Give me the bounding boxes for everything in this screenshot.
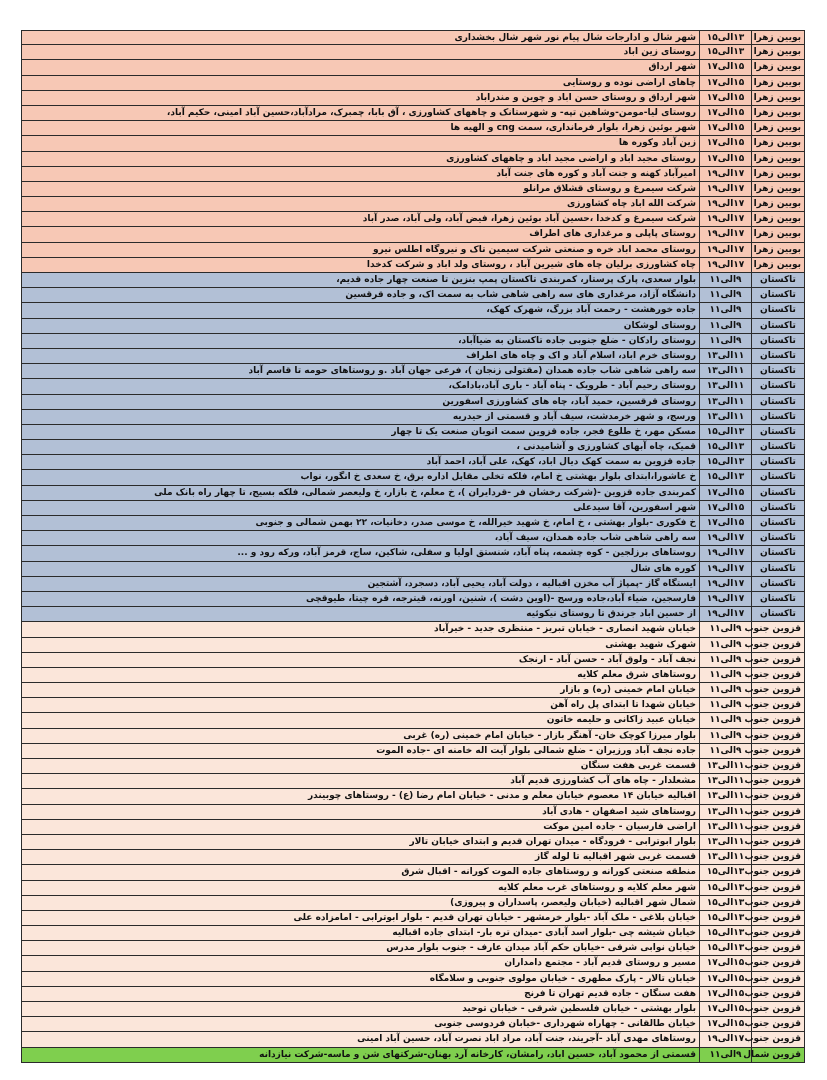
time-window-cell: ۱۵الی۱۷ bbox=[699, 486, 751, 500]
table-row bbox=[21, 622, 805, 637]
affected-area-cell: روستای لوشکان bbox=[21, 319, 699, 333]
table-row bbox=[21, 410, 805, 425]
time-window-cell: ۱۳الی۱۵ bbox=[699, 425, 751, 439]
region-cell: قزوین جنوب bbox=[751, 683, 805, 697]
region-cell: بویین زهرا bbox=[751, 197, 805, 211]
table-row bbox=[21, 182, 805, 197]
table-row bbox=[21, 546, 805, 561]
affected-area-cell: فارسجین، ضیاء آباد،جاده ورسج -(اوین دشت )، شنین، اورنه، قیترجه، قره چیتا، طیوقچی bbox=[21, 592, 699, 606]
table-row bbox=[21, 956, 805, 971]
region-cell: بویین زهرا bbox=[751, 45, 805, 59]
region-cell: تاکستان bbox=[751, 410, 805, 424]
time-window-cell: ۱۳الی۱۵ bbox=[699, 881, 751, 895]
time-window-cell: ۱۱الی۱۳ bbox=[699, 759, 751, 773]
affected-area-cell: بلوار سعدی، پارک پرستار، کمربندی تاکستان پمپ بنزین تا صنعت چهار جاده قدیم، bbox=[21, 273, 699, 287]
time-window-cell: ۱۵الی۱۷ bbox=[699, 91, 751, 105]
table-row bbox=[21, 744, 805, 759]
table-row bbox=[21, 1017, 805, 1032]
affected-area-cell: شهرک شهید بهشتی bbox=[21, 638, 699, 652]
table-row bbox=[21, 470, 805, 485]
region-cell: بویین زهرا bbox=[751, 258, 805, 272]
affected-area-cell: خ فکوری -بلوار بهشتی ، خ امام، خ شهید خیرالله، خ موسی صدر، دخانیات، ۲۲ بهمن شمالی و جنوبی bbox=[21, 516, 699, 530]
time-window-cell: ۹الی۱۱ bbox=[699, 698, 751, 712]
affected-area-cell: جاده خورهشت - رحمت آباد بزرگ، شهرک کهک، bbox=[21, 303, 699, 317]
time-window-cell: ۹الی۱۱ bbox=[699, 319, 751, 333]
table-row bbox=[21, 562, 805, 577]
affected-area-cell: روستاهای شرق معلم کلایه bbox=[21, 668, 699, 682]
affected-area-cell: شرکت سیمرغ و کدخدا ،حسین آباد بوئین زهرا، فیض آباد، ولی آباد، صدر آباد bbox=[21, 212, 699, 226]
table-row bbox=[21, 774, 805, 789]
time-window-cell: ۱۳الی۱۵ bbox=[699, 470, 751, 484]
region-cell: تاکستان bbox=[751, 273, 805, 287]
region-cell: قزوین جنوب bbox=[751, 729, 805, 743]
outage-schedule-table bbox=[21, 30, 805, 1063]
affected-area-cell: روستای رحیم آباد - طرویک - پناه آباد - باری آباد،بادامک، bbox=[21, 379, 699, 393]
region-cell: تاکستان bbox=[751, 334, 805, 348]
region-cell: قزوین جنوب bbox=[751, 881, 805, 895]
affected-area-cell: کوره های شال bbox=[21, 562, 699, 576]
time-window-cell: ۹الی۱۱ bbox=[699, 288, 751, 302]
table-row bbox=[21, 881, 805, 896]
table-row bbox=[21, 531, 805, 546]
region-cell: قزوین جنوب bbox=[751, 896, 805, 910]
table-row bbox=[21, 440, 805, 455]
time-window-cell: ۱۵الی۱۷ bbox=[699, 501, 751, 515]
time-window-cell: ۱۷الی۱۹ bbox=[699, 212, 751, 226]
affected-area-cell: شرکت سیمرغ و روستای قشلاق مرانلو bbox=[21, 182, 699, 196]
table-row bbox=[21, 1048, 805, 1063]
table-row bbox=[21, 197, 805, 212]
table-row bbox=[21, 941, 805, 956]
time-window-cell: ۱۳الی۱۵ bbox=[699, 455, 751, 469]
affected-area-cell: جاده نجف آباد ورزیران - ضلع شمالی بلوار آیت اله خامنه ای -جاده الموت bbox=[21, 744, 699, 758]
table-row bbox=[21, 926, 805, 941]
region-cell: قزوین جنوب bbox=[751, 744, 805, 758]
time-window-cell: ۱۷الی۱۹ bbox=[699, 182, 751, 196]
time-window-cell: ۱۵الی۱۷ bbox=[699, 106, 751, 120]
table-row bbox=[21, 227, 805, 242]
table-row bbox=[21, 713, 805, 728]
region-cell: تاکستان bbox=[751, 516, 805, 530]
table-row bbox=[21, 425, 805, 440]
time-window-cell: ۹الی۱۱ bbox=[699, 273, 751, 287]
affected-area-cell: خیابان بلاغی - ملک آباد -بلوار خرمشهر - خیابان تهران قدیم - بلوار ابوترابی - امامزاده علی bbox=[21, 911, 699, 925]
table-row bbox=[21, 1002, 805, 1017]
region-cell: قزوین جنوب bbox=[751, 911, 805, 925]
region-cell: تاکستان bbox=[751, 440, 805, 454]
affected-area-cell: امیرآباد کهنه و جنت آباد و کوره های جنت آباد bbox=[21, 167, 699, 181]
time-window-cell: ۹الی۱۱ bbox=[699, 668, 751, 682]
time-window-cell: ۱۷الی۱۹ bbox=[699, 592, 751, 606]
affected-area-cell: ورسج، و شهر خرمدشت، سیف آباد و قسمتی از حیدریه bbox=[21, 410, 699, 424]
region-cell: قزوین جنوب bbox=[751, 972, 805, 986]
time-window-cell: ۱۳الی۱۵ bbox=[699, 45, 751, 59]
region-cell: قزوین جنوب bbox=[751, 850, 805, 864]
table-row bbox=[21, 273, 805, 288]
affected-area-cell: روستاهای مهدی آباد -آجریند، جنت آباد، مراد اباد نصرت آباد، حسین آباد امینی bbox=[21, 1032, 699, 1046]
affected-area-cell: روستاهای شید اصفهان - هادی آباد bbox=[21, 805, 699, 819]
table-row bbox=[21, 972, 805, 987]
region-cell: قزوین جنوب bbox=[751, 1017, 805, 1031]
affected-area-cell: ایستگاه گاز -پمپاژ آب مخزن اقبالیه ، دولت آباد، یحیی آباد، دسجرد، آشتجین bbox=[21, 577, 699, 591]
table-row bbox=[21, 1032, 805, 1047]
table-row bbox=[21, 911, 805, 926]
affected-area-cell: چاه کشاورزی برلیان چاه های شیرین آباد ، روستای ولد اباد و شرکت کدخدا bbox=[21, 258, 699, 272]
table-row bbox=[21, 516, 805, 531]
region-cell: قزوین جنوب bbox=[751, 956, 805, 970]
affected-area-cell: بلوار بهشتی - خیابان فلسطین شرقی - خیابان توحید bbox=[21, 1002, 699, 1016]
region-cell: قزوین جنوب bbox=[751, 789, 805, 803]
table-row bbox=[21, 212, 805, 227]
affected-area-cell: مشعلدار - چاه های آب کشاورزی قدیم آباد bbox=[21, 774, 699, 788]
region-cell: قزوین جنوب bbox=[751, 653, 805, 667]
region-cell: تاکستان bbox=[751, 470, 805, 484]
region-cell: تاکستان bbox=[751, 288, 805, 302]
time-window-cell: ۱۱الی۱۳ bbox=[699, 364, 751, 378]
affected-area-cell: شهر ارداق و روستای حسن اباد و چوین و مندراباد bbox=[21, 91, 699, 105]
affected-area-cell: خیابان تالار - پارک مطهری - خیابان مولوی جنوبی و سلامگاه bbox=[21, 972, 699, 986]
region-cell: تاکستان bbox=[751, 379, 805, 393]
affected-area-cell: نجف آباد - ولوق آباد - حسن آباد - ارنجک bbox=[21, 653, 699, 667]
table-row bbox=[21, 820, 805, 835]
region-cell: بویین زهرا bbox=[751, 91, 805, 105]
affected-area-cell: شهر معلم کلایه و روستاهای غرب معلم کلایه bbox=[21, 881, 699, 895]
time-window-cell: ۱۱الی۱۳ bbox=[699, 349, 751, 363]
table-row bbox=[21, 592, 805, 607]
time-window-cell: ۹الی۱۱ bbox=[699, 744, 751, 758]
affected-area-cell: شهر بوئین زهرا، بلوار فرمانداری، سمت cng و الهیه ها bbox=[21, 121, 699, 135]
table-row bbox=[21, 167, 805, 182]
table-row bbox=[21, 987, 805, 1002]
table-row bbox=[21, 288, 805, 303]
region-cell: قزوین جنوب bbox=[751, 774, 805, 788]
time-window-cell: ۹الی۱۱ bbox=[699, 1048, 751, 1062]
affected-area-cell: شمال شهر اقبالیه (خیابان ولیعصر، پاسداران و پیروزی) bbox=[21, 896, 699, 910]
affected-area-cell: خیابان نوابی شرقی -خیابان حکم آباد میدان عارف - جنوب بلوار مدرس bbox=[21, 941, 699, 955]
time-window-cell: ۱۳الی۱۵ bbox=[699, 911, 751, 925]
table-row bbox=[21, 683, 805, 698]
time-window-cell: ۹الی۱۱ bbox=[699, 303, 751, 317]
region-cell: قزوین جنوب bbox=[751, 698, 805, 712]
affected-area-cell: روستای لیا-مومن-وشاهین تپه- و شهرستانک و چاههای کشاورزی ، آق بابا، چمبرک، مرادآباد،حسین آباد امینی، حکیم آباد، bbox=[21, 106, 699, 120]
region-cell: تاکستان bbox=[751, 425, 805, 439]
time-window-cell: ۹الی۱۱ bbox=[699, 713, 751, 727]
region-cell: بویین زهرا bbox=[751, 106, 805, 120]
table-row bbox=[21, 577, 805, 592]
time-window-cell: ۱۱الی۱۳ bbox=[699, 850, 751, 864]
affected-area-cell: مسکن مهر، خ طلوع فجر، جاده قزوین سمت اتوبان صنعت یک تا چهار bbox=[21, 425, 699, 439]
table-row bbox=[21, 349, 805, 364]
affected-area-cell: خیابان امام خمینی (ره) و بازار bbox=[21, 683, 699, 697]
affected-area-cell: اقبالیه خیابان ۱۴ معصوم خیابان معلم و مدنی - خیابان امام رضا (ع) - روستاهای چوبیندر bbox=[21, 789, 699, 803]
time-window-cell: ۱۳الی۱۵ bbox=[699, 896, 751, 910]
time-window-cell: ۱۷الی۱۹ bbox=[699, 227, 751, 241]
region-cell: تاکستان bbox=[751, 486, 805, 500]
time-window-cell: ۱۷الی۱۹ bbox=[699, 197, 751, 211]
time-window-cell: ۱۷الی۱۹ bbox=[699, 258, 751, 272]
affected-area-cell: روستای مجید اباد و اراضی مجید اباد و چاههای کشاورزی bbox=[21, 152, 699, 166]
affected-area-cell: روستاهای برزلجین - کوه چشمه، پناه آباد، شنستق اولیا و سفلی، شاکین، ساج، قرمز آباد، ورکه رود و ... bbox=[21, 546, 699, 560]
affected-area-cell: بلوار ابوترابی - فرودگاه - میدان تهران قدیم و ابتدای خیابان تالار bbox=[21, 835, 699, 849]
table-row bbox=[21, 501, 805, 516]
time-window-cell: ۱۵الی۱۷ bbox=[699, 1002, 751, 1016]
table-row bbox=[21, 121, 805, 136]
region-cell: بویین زهرا bbox=[751, 121, 805, 135]
time-window-cell: ۱۷الی۱۹ bbox=[699, 562, 751, 576]
affected-area-cell: خیابان عبید زاکانی و حلیمه خاتون bbox=[21, 713, 699, 727]
region-cell: تاکستان bbox=[751, 531, 805, 545]
affected-area-cell: منطقه صنعتی کورانه و روستاهای جاده الموت کورانه - اقبال شرق bbox=[21, 865, 699, 879]
time-window-cell: ۹الی۱۱ bbox=[699, 653, 751, 667]
region-cell: قزوین جنوب bbox=[751, 713, 805, 727]
region-cell: قزوین جنوب bbox=[751, 668, 805, 682]
table-row bbox=[21, 759, 805, 774]
time-window-cell: ۱۳الی۱۵ bbox=[699, 926, 751, 940]
time-window-cell: ۱۵الی۱۷ bbox=[699, 152, 751, 166]
region-cell: قزوین جنوب bbox=[751, 820, 805, 834]
table-row bbox=[21, 668, 805, 683]
region-cell: بویین زهرا bbox=[751, 136, 805, 150]
region-cell: قزوین جنوب bbox=[751, 805, 805, 819]
region-cell: بویین زهرا bbox=[751, 152, 805, 166]
affected-area-cell: روستای پاپلی و مرغداری های اطراف bbox=[21, 227, 699, 241]
time-window-cell: ۱۱الی۱۳ bbox=[699, 395, 751, 409]
table-row bbox=[21, 258, 805, 273]
region-cell: بویین زهرا bbox=[751, 60, 805, 74]
table-row bbox=[21, 319, 805, 334]
affected-area-cell: شهر اسفورین، آقا سیدعلی bbox=[21, 501, 699, 515]
table-row bbox=[21, 30, 805, 45]
affected-area-cell: از حسین اباد جرندق تا روستای نیکوئیه bbox=[21, 607, 699, 621]
time-window-cell: ۱۳الی۱۵ bbox=[699, 865, 751, 879]
region-cell: بویین زهرا bbox=[751, 76, 805, 90]
time-window-cell: ۱۵الی۱۷ bbox=[699, 987, 751, 1001]
region-cell: بویین زهرا bbox=[751, 212, 805, 226]
region-cell: بویین زهرا bbox=[751, 31, 805, 44]
affected-area-cell: خ عاشورا،ابتدای بلوار بهشتی خ امام، فلکه تخلی مقابل اداره برق، خ سعدی خ انگور، نواب bbox=[21, 470, 699, 484]
time-window-cell: ۱۵الی۱۷ bbox=[699, 60, 751, 74]
affected-area-cell: قسمت غربی شهر اقبالیه تا لوله گاز bbox=[21, 850, 699, 864]
affected-area-cell: بلوار میرزا کوچک خان- آهنگر بازار - خیابان امام خمینی (ره) غربی bbox=[21, 729, 699, 743]
affected-area-cell: روستای قرقسین، حمید آباد، چاه های کشاورزی اسفورین bbox=[21, 395, 699, 409]
table-row bbox=[21, 136, 805, 151]
table-row bbox=[21, 698, 805, 713]
affected-area-cell: سه راهی شاهی شاب جاده همدان، سیف آباد، bbox=[21, 531, 699, 545]
time-window-cell: ۱۵الی۱۷ bbox=[699, 136, 751, 150]
region-cell: تاکستان bbox=[751, 592, 805, 606]
table-row bbox=[21, 653, 805, 668]
table-row bbox=[21, 364, 805, 379]
time-window-cell: ۱۷الی۱۹ bbox=[699, 1032, 751, 1046]
time-window-cell: ۱۷الی۱۹ bbox=[699, 531, 751, 545]
affected-area-cell: دانشگاه آزاد، مرغداری های سه راهی شاهی شاب به سمت اک، و جاده قرقسین bbox=[21, 288, 699, 302]
table-row bbox=[21, 896, 805, 911]
region-cell: تاکستان bbox=[751, 562, 805, 576]
time-window-cell: ۱۵الی۱۷ bbox=[699, 121, 751, 135]
time-window-cell: ۱۱الی۱۳ bbox=[699, 820, 751, 834]
time-window-cell: ۱۷الی۱۹ bbox=[699, 167, 751, 181]
table-row bbox=[21, 789, 805, 804]
affected-area-cell: چاهای اراضی نوده و روستایی bbox=[21, 76, 699, 90]
table-row bbox=[21, 395, 805, 410]
table-row bbox=[21, 607, 805, 622]
time-window-cell: ۱۵الی۱۷ bbox=[699, 972, 751, 986]
time-window-cell: ۱۱الی۱۳ bbox=[699, 774, 751, 788]
region-cell: قزوین جنوب bbox=[751, 941, 805, 955]
region-cell: قزوین جنوب bbox=[751, 638, 805, 652]
table-row bbox=[21, 850, 805, 865]
region-cell: قزوین جنوب bbox=[751, 835, 805, 849]
time-window-cell: ۱۷الی۱۹ bbox=[699, 607, 751, 621]
time-window-cell: ۹الی۱۱ bbox=[699, 683, 751, 697]
table-row bbox=[21, 835, 805, 850]
table-row bbox=[21, 455, 805, 470]
region-cell: تاکستان bbox=[751, 455, 805, 469]
affected-area-cell: اراضی فارسیان - جاده امین موکت bbox=[21, 820, 699, 834]
region-cell: بویین زهرا bbox=[751, 243, 805, 257]
affected-area-cell: روستای محمد اباد خره و صنعتی شرکت سیمین تاک و نیروگاه اطلس نیرو bbox=[21, 243, 699, 257]
region-cell: بویین زهرا bbox=[751, 182, 805, 196]
affected-area-cell: روستای خرم اباد، اسلام آباد و اک و چاه های اطراف bbox=[21, 349, 699, 363]
time-window-cell: ۱۷الی۱۹ bbox=[699, 243, 751, 257]
table-row bbox=[21, 106, 805, 121]
time-window-cell: ۱۱الی۱۳ bbox=[699, 805, 751, 819]
region-cell: قزوین جنوب bbox=[751, 926, 805, 940]
table-row bbox=[21, 805, 805, 820]
region-cell: قزوین شمال bbox=[751, 1048, 805, 1062]
table-row bbox=[21, 91, 805, 106]
table-row bbox=[21, 865, 805, 880]
affected-area-cell: خیابان شیشه چی -بلوار اسد آبادی -میدان تره بار- ابتدای جاده اقبالیه bbox=[21, 926, 699, 940]
region-cell: قزوین جنوب bbox=[751, 865, 805, 879]
time-window-cell: ۱۵الی۱۷ bbox=[699, 76, 751, 90]
time-window-cell: ۱۷الی۱۹ bbox=[699, 577, 751, 591]
time-window-cell: ۱۳الی۱۵ bbox=[699, 941, 751, 955]
region-cell: تاکستان bbox=[751, 364, 805, 378]
table-row bbox=[21, 486, 805, 501]
affected-area-cell: هفت سنگان - جاده قدیم تهران تا فرنج bbox=[21, 987, 699, 1001]
table-row bbox=[21, 76, 805, 91]
region-cell: تاکستان bbox=[751, 303, 805, 317]
region-cell: تاکستان bbox=[751, 577, 805, 591]
time-window-cell: ۱۱الی۱۳ bbox=[699, 789, 751, 803]
table-row bbox=[21, 638, 805, 653]
region-cell: تاکستان bbox=[751, 395, 805, 409]
table-row bbox=[21, 60, 805, 75]
time-window-cell: ۱۱الی۱۳ bbox=[699, 835, 751, 849]
table-row bbox=[21, 243, 805, 258]
region-cell: قزوین جنوب bbox=[751, 622, 805, 636]
time-window-cell: ۹الی۱۱ bbox=[699, 334, 751, 348]
affected-area-cell: جاده قزوین به سمت کهک دیال اباد، کهک، علی آباد، احمد آباد bbox=[21, 455, 699, 469]
region-cell: تاکستان bbox=[751, 349, 805, 363]
affected-area-cell: قسمتی از محمود آباد، حسین اباد، رامشان، کارخانه آرد بهنان-شرکتهای شن و ماسه-شرکت نیازدانه bbox=[21, 1048, 699, 1062]
region-cell: تاکستان bbox=[751, 607, 805, 621]
time-window-cell: ۱۳الی۱۵ bbox=[699, 440, 751, 454]
table-row bbox=[21, 152, 805, 167]
region-cell: قزوین جنوب bbox=[751, 1002, 805, 1016]
affected-area-cell: خیابان طالقانی - چهاراه شهرداری -خیابان فردوسی جنوبی bbox=[21, 1017, 699, 1031]
affected-area-cell: کمربندی جاده قزوین -(شرکت رخشان فر -قردایران )، خ معلم، خ بازار، خ ولیعصر شمالی، فلکه بسیج، تا چهار راه بانک ملی bbox=[21, 486, 699, 500]
region-cell: بویین زهرا bbox=[751, 227, 805, 241]
region-cell: قزوین جنوب bbox=[751, 987, 805, 1001]
region-cell: تاکستان bbox=[751, 319, 805, 333]
time-window-cell: ۱۵الی۱۷ bbox=[699, 516, 751, 530]
affected-area-cell: خیابان شهید انصاری - خیابان تبریز - منتظری جدید - خیرآباد bbox=[21, 622, 699, 636]
region-cell: بویین زهرا bbox=[751, 167, 805, 181]
time-window-cell: ۱۳الی۱۵ bbox=[699, 31, 751, 44]
affected-area-cell: سه راهی شاهی شاب جاده همدان (مقتولی زنجان )، فرعی جهان آباد .و روستاهای حومه تا قاسم آباد bbox=[21, 364, 699, 378]
region-cell: قزوین جنوب bbox=[751, 1032, 805, 1046]
time-window-cell: ۹الی۱۱ bbox=[699, 729, 751, 743]
region-cell: تاکستان bbox=[751, 546, 805, 560]
affected-area-cell: قسمت غربی هفت سنگان bbox=[21, 759, 699, 773]
affected-area-cell: خیابان شهدا تا ابتدای پل راه آهن bbox=[21, 698, 699, 712]
affected-area-cell: روستای رادکان - ضلع جنوبی جاده تاکستان به ضیاآباد، bbox=[21, 334, 699, 348]
time-window-cell: ۹الی۱۱ bbox=[699, 638, 751, 652]
table-row bbox=[21, 45, 805, 60]
affected-area-cell: مسیر و روستای قدیم آباد - مجتمع دامداران bbox=[21, 956, 699, 970]
table-row bbox=[21, 303, 805, 318]
time-window-cell: ۱۱الی۱۳ bbox=[699, 379, 751, 393]
affected-area-cell: زین آباد وکوره ها bbox=[21, 136, 699, 150]
table-row bbox=[21, 334, 805, 349]
table-row bbox=[21, 379, 805, 394]
time-window-cell: ۹الی۱۱ bbox=[699, 622, 751, 636]
affected-area-cell: شهر ارداق bbox=[21, 60, 699, 74]
time-window-cell: ۱۷الی۱۹ bbox=[699, 546, 751, 560]
time-window-cell: ۱۵الی۱۷ bbox=[699, 1017, 751, 1031]
region-cell: قزوین جنوب bbox=[751, 759, 805, 773]
time-window-cell: ۱۵الی۱۷ bbox=[699, 956, 751, 970]
affected-area-cell: شهر شال و ادارجات شال پیام نور شهر شال بخشداری bbox=[21, 31, 699, 44]
table-row bbox=[21, 729, 805, 744]
affected-area-cell: شرکت الله اباد چاه کشاورزی bbox=[21, 197, 699, 211]
affected-area-cell: روستای زین اباد bbox=[21, 45, 699, 59]
time-window-cell: ۱۱الی۱۳ bbox=[699, 410, 751, 424]
affected-area-cell: قمیک، چاه آبهای کشاورزی و آشامیدنی ، bbox=[21, 440, 699, 454]
region-cell: تاکستان bbox=[751, 501, 805, 515]
